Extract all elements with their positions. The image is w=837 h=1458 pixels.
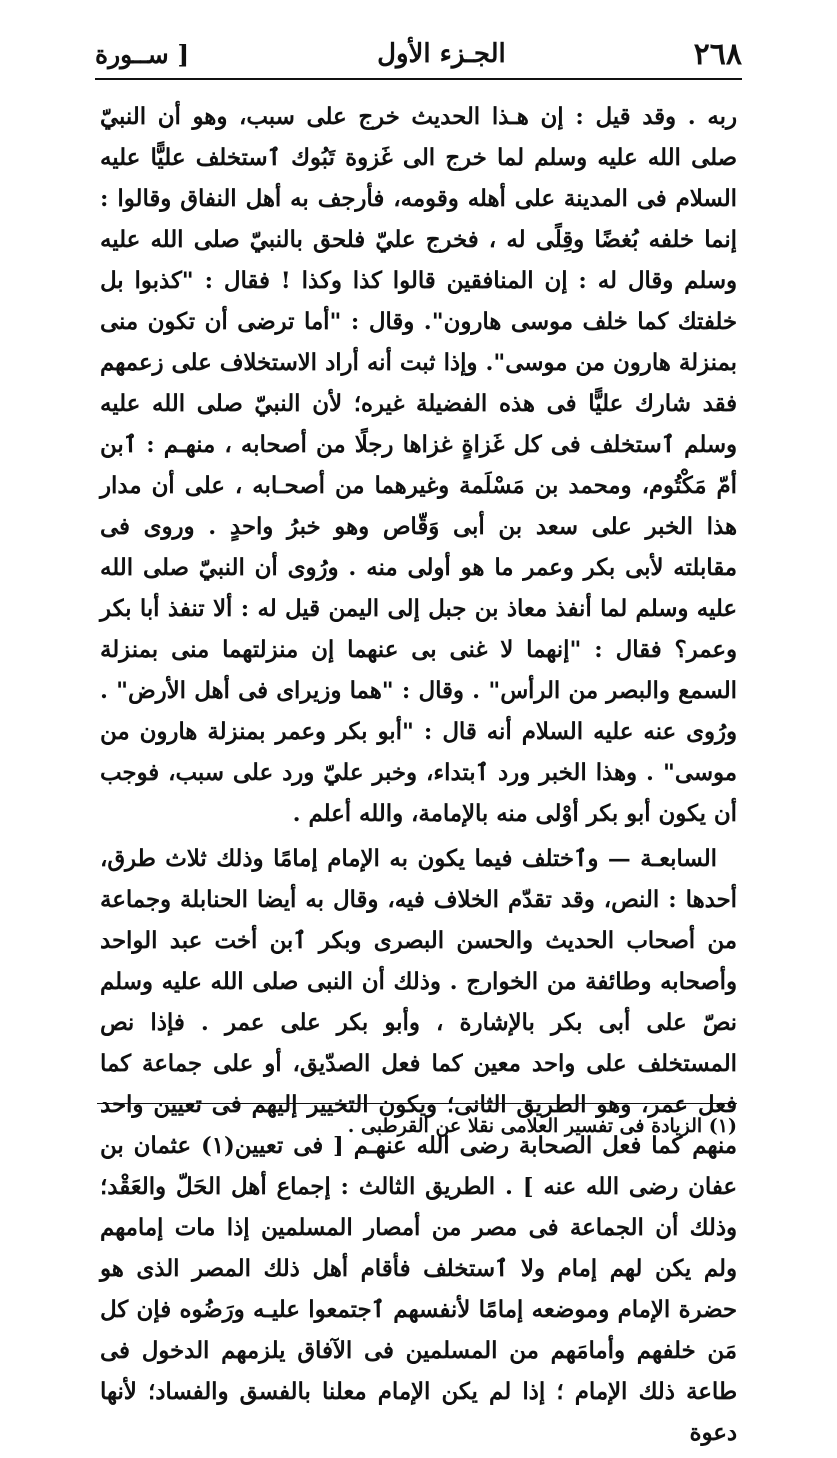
paragraph-1: ربه . وقد قيل : إن هـذا الحديث خرج على سبب، وهو أن النبيّ صلى الله عليه وسلم لما خرج الى غَزوة تَبُوك ٱستخلف عليًّا عليه السلام فى المدينة على أهله وقومه، فأرجف به أهل النفاق وقالوا : إنما خلفه بُغضًا وقِلًى له ، فخرج عليّ فلحق بالنبيّ صلى الله عليه وسلم وقال له : إن المنافقين قالوا كذا وكذا ! فقال : "كذبوا بل خلفتك كما خلف موسى هارون". وقال : "أما ترضى أن تكون منى بمنزلة هارون من موسى". وإذا ثبت أنه أراد الاستخلاف على زعمهم فقد شارك عليًّا فى هذه الفضيلة غيره؛ لأن النبيّ صلى الله عليه وسلم ٱستخلف فى كل غَزاةٍ غزاها رجلًا من أصحابه ، منهـم : ٱبن أمّ مَكْتُوم، ومحمد بن مَسْلَمة وغيرهما من أصحـابه ، على أن مدار هذا الخبر على سعد بن أبى وَقّاص وهو خبرُ واحدٍ . وروى فى مقابلته لأبى بكر وعمر ما هو أولى منه . ورُوى أن النبيّ صلى الله عليه وسلم لما أنفذ معاذ بن جبل إلى اليمن قيل له : ألا تنفذ أبا بكر وعمر؟ فقال : "إنهما لا غنى بى عنهما إن منزلتهما منى بمنزلة السمع والبصر من الرأس" . وقال : "هما وزيراى فى أهل الأرض" . ورُوى عنه عليه السلام أنه قال : "أبو بكر وعمر بمنزلة هارون من موسى" . وهذا الخبر ورد ٱبتداء، وخبر عليّ ورد على سبب، فوجب أن يكون أبو بكر أوْلى منه بالإمامة، والله أعلم .	[100, 104, 737, 827]
page-number: ٢٦٨	[693, 36, 742, 72]
paragraph-2: السابعـة — وٱختلف فيما يكون به الإمام إمامًا وذلك ثلاث طرق، أحدها : النص، وقد تقدّم الخلاف فيه، وقال به أيضا الحنابلة وجماعة من أصحاب الحديث والحسن البصرى وبكر ٱبن أخت عبد الواحد وأصحابه وطائفة من الخوارج . وذلك أن النبى صلى الله عليه وسلم نصّ على أبى بكر بالإشارة ، وأبو بكر على عمر . فإذا نص المستخلف على واحد معين كما فعل الصدّيق، أو على جماعة كما فعل عمر، وهو الطريق الثانى؛ ويكون التخيير إليهم فى تعيين واحد منهم كما فعل الصحابة رضى الله عنهـم [ فى تعيين(١) عثمان بن عفان رضى الله عنه ] . الطريق الثالث : إجماع أهل الحَلّ والعَقْد؛ وذلك أن الجماعة فى مصر من أمصار المسلمين إذا مات إمامهم ولم يكن لهم إمام ولا ٱستخلف فأقام أهل ذلك المصر الذى هو حضرة الإمام وموضعه إمامًا لأنفسهم ٱجتمعوا عليـه ورَضُوه فإن كل مَن خلفهم وأمامَهم من المسلمين فى الآفاق يلزمهم الدخول فى طاعة ذلك الإمام ؛ إذا لم يكن الإمام معلنا بالفسق والفساد؛ لأنها دعوة	[100, 846, 737, 1446]
footnote-rule	[97, 1103, 737, 1104]
footnote: (١) الزيادة فى تفسير العلامى نقلا عن القرطبى .	[347, 1115, 737, 1137]
main-text	[100, 97, 737, 1458]
running-title: الجـزء الأول	[377, 39, 506, 69]
surah-label: [ ســورة	[95, 39, 190, 69]
header-rule	[95, 78, 742, 80]
page-header	[95, 32, 742, 76]
